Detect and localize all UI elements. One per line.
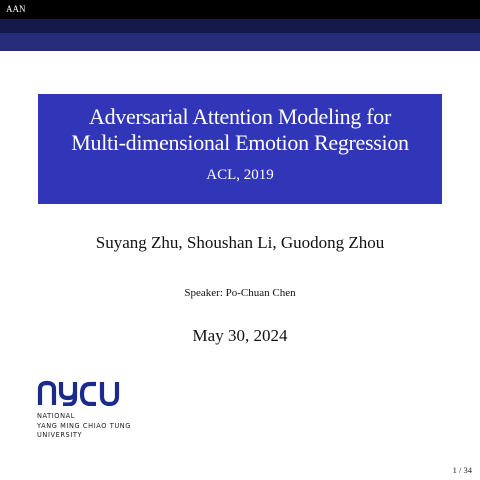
conference-label: ACL, 2019 — [206, 167, 274, 183]
logo-text-ymct: YANG MING CHIAO TUNG — [37, 421, 132, 430]
logo-text-national: NATIONAL — [37, 412, 76, 420]
presentation-title-line-2: Multi-dimensional Emotion Regression — [71, 130, 409, 155]
presentation-title-line-1: Adversarial Attention Modeling for — [88, 104, 391, 129]
authors: Suyang Zhu, Shoushan Li, Guodong Zhou — [95, 233, 385, 252]
title-block — [38, 94, 442, 204]
header-band-dark — [0, 19, 480, 33]
logo-text-university: UNIVERSITY — [37, 431, 83, 439]
top-bar — [0, 0, 480, 19]
presentation-date: May 30, 2024 — [192, 326, 288, 345]
speaker: Speaker: Po-Chuan Chen — [184, 287, 296, 299]
nycu-logo — [37, 380, 131, 441]
page-indicator: 1 / 34 — [452, 465, 472, 475]
short-title: AAN — [6, 4, 26, 14]
nycu-wordmark-logo — [37, 380, 121, 406]
header-band — [0, 33, 480, 51]
